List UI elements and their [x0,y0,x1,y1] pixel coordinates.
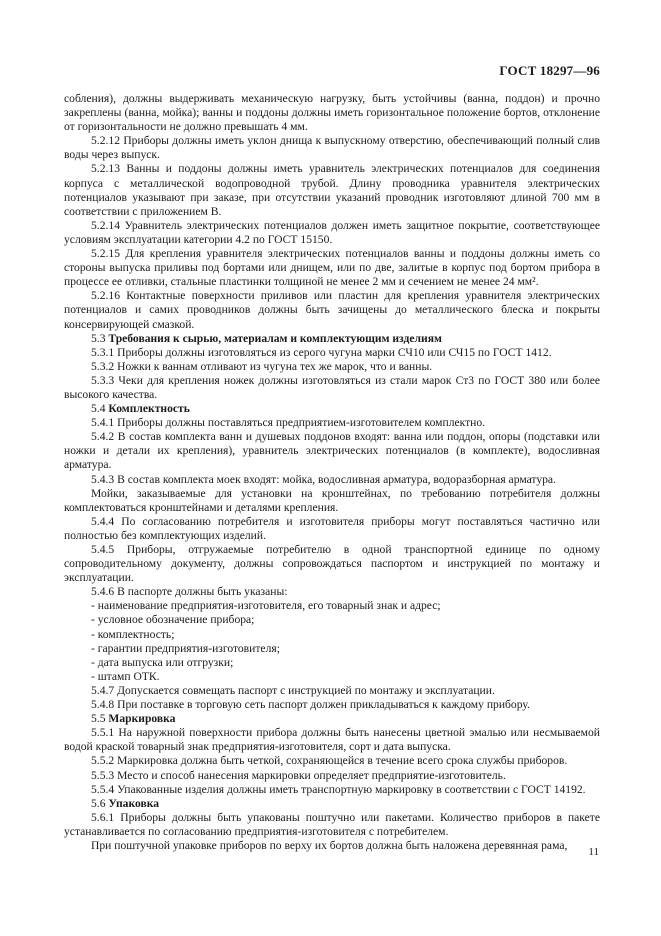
section-number: 5.4 [91,402,106,416]
section-heading [64,332,600,346]
paragraph: - комплектность; [91,627,175,641]
section-number: 5.6 [91,796,106,810]
paragraph: - штамп ОТК. [91,669,160,683]
paragraph: 5.4.2 В состав комплекта ванн и душевых поддонов входят: ванна или поддон, опоры (подставки или ножки и детали их крепления), уравнитель электрических потенциалов (в комплекте), водосливная арматура. [64,430,600,472]
paragraph: Мойки, заказываемые для установки на кронштейнах, по требованию потребителя должны комплектоваться кронштейнами и деталями крепления. [64,486,600,514]
paragraph: 5.5.2 Маркировка должна быть четкой, сохраняющейся в течение всего срока службы приборов. [91,754,568,768]
paragraph: - наименование предприятия-изготовителя, его товарный знак и адрес; [91,599,441,613]
paragraph: 5.2.14 Уравнитель электрических потенциалов должен иметь защитное покрытие, соответствующее условиям эксплуатации категории 4.2 по ГОСТ 15150. [64,218,600,246]
section-heading [64,797,600,811]
paragraph: 5.4.7 Допускается совмещать паспорт с инструкцией по монтажу и эксплуатации. [91,683,495,697]
paragraph: 5.5.4 Упакованные изделия должны иметь транспортную маркировку в соответствии с ГОСТ 14192. [91,782,586,796]
section-heading [64,402,600,416]
paragraph: - условное обозначение прибора; [91,613,255,627]
section-number: 5.5 [91,712,106,726]
section-title: Маркировка [108,712,176,726]
section-title: Комплектность [108,402,190,416]
document-header: ГОСТ 18297—96 [499,63,600,78]
paragraph: 5.5.3 Место и способ нанесения маркировки определяет предприятие-изготовитель. [91,768,506,782]
paragraph: 5.4.8 При поставке в торговую сеть паспорт должен прикладываться к каждому прибору. [91,698,530,712]
paragraph: 5.3.2 Ножки к ваннам отливают из чугуна тех же марок, что и ванны. [91,359,433,373]
paragraph: 5.2.12 Приборы должны иметь уклон днища к выпускному отверстию, обеспечивающий полный слив воды через выпуск. [64,134,600,162]
section-heading [64,712,600,726]
paragraph: 5.5.1 На наружной поверхности прибора должны быть нанесены цветной эмалью или несмываемой водой краской товарный знак предприятия-изготовителя, сорт и дата выпуска. [64,726,600,754]
paragraph: - дата выпуска или отгрузки; [91,655,234,669]
paragraph: 5.4.4 По согласованию потребителя и изготовителя приборы могут поставляться частично или полностью без комплектующих изделий. [64,514,600,542]
page-number: 11 [588,846,599,858]
section-title: Требования к сырью, материалам и комплектующим изделиям [108,331,442,345]
paragraph: 5.6.1 Приборы должны быть упакованы поштучно или пакетами. Количество приборов в пакете устанавливается по согласованию предприятия-изготовителя с потребителем. [64,810,600,838]
paragraph: - гарантии предприятия-изготовителя; [91,641,280,655]
paragraph: 5.4.3 В состав комплекта моек входят: мойка, водосливная арматура, водоразборная арматура. [91,472,556,486]
section-number: 5.3 [91,331,106,345]
paragraph: 5.2.16 Контактные поверхности приливов или пластин для крепления уравнителя электрических потенциалов и самих проводников должны быть зачищены до металлического блеска и покрыты консервирующей смазкой. [64,289,600,331]
section-title: Упаковка [108,796,160,810]
paragraph: 5.3.1 Приборы должны изготовляться из серого чугуна марки СЧ10 или СЧ15 по ГОСТ 1412. [91,345,552,359]
paragraph: 5.2.13 Ванны и поддоны должны иметь уравнитель электрических потенциалов для соединения корпуса с металлической водопроводной трубой. Длину проводника уравнителя электрических потенциалов указывают при заказе, при отсутствии указаний проводник изготовляют длиной 700 мм в соответствии с приложением В. [64,162,600,218]
paragraph: собления), должны выдерживать механическую нагрузку, быть устойчивы (ванна, поддон) и прочно закреплены (ванна, мойка); ванны и поддоны должны иметь горизонтальное положение бортов, отклонение от горизонтальности не должно превышать 4 мм. [64,92,600,134]
paragraph: 5.4.6 В паспорте должны быть указаны: [91,585,288,599]
paragraph: 5.4.1 Приборы должны поставляться предприятием-изготовителем комплектно. [91,416,486,430]
paragraph: 5.4.5 Приборы, отгружаемые потребителю в одной транспортной единице по одному сопроводительному документу, должны сопровождаться паспортом и инструкцией по монтажу и эксплуатации. [64,543,600,585]
paragraph: 5.3.3 Чеки для крепления ножек должны изготовляться из стали марок Ст3 по ГОСТ 380 или более высокого качества. [64,373,600,401]
paragraph: При поштучной упаковке приборов по верху их бортов должна быть наложена деревянная рама, [91,838,568,852]
document-body [64,92,600,853]
paragraph: 5.2.15 Для крепления уравнителя электрических потенциалов ванны и поддоны должны иметь со стороны выпуска приливы под бортами или днищем, или по две, залитые в корпус под бортом прибора в процессе ее отливки, стальные пластинки толщиной не менее 2 мм и сечением не менее 24 мм². [64,247,600,289]
